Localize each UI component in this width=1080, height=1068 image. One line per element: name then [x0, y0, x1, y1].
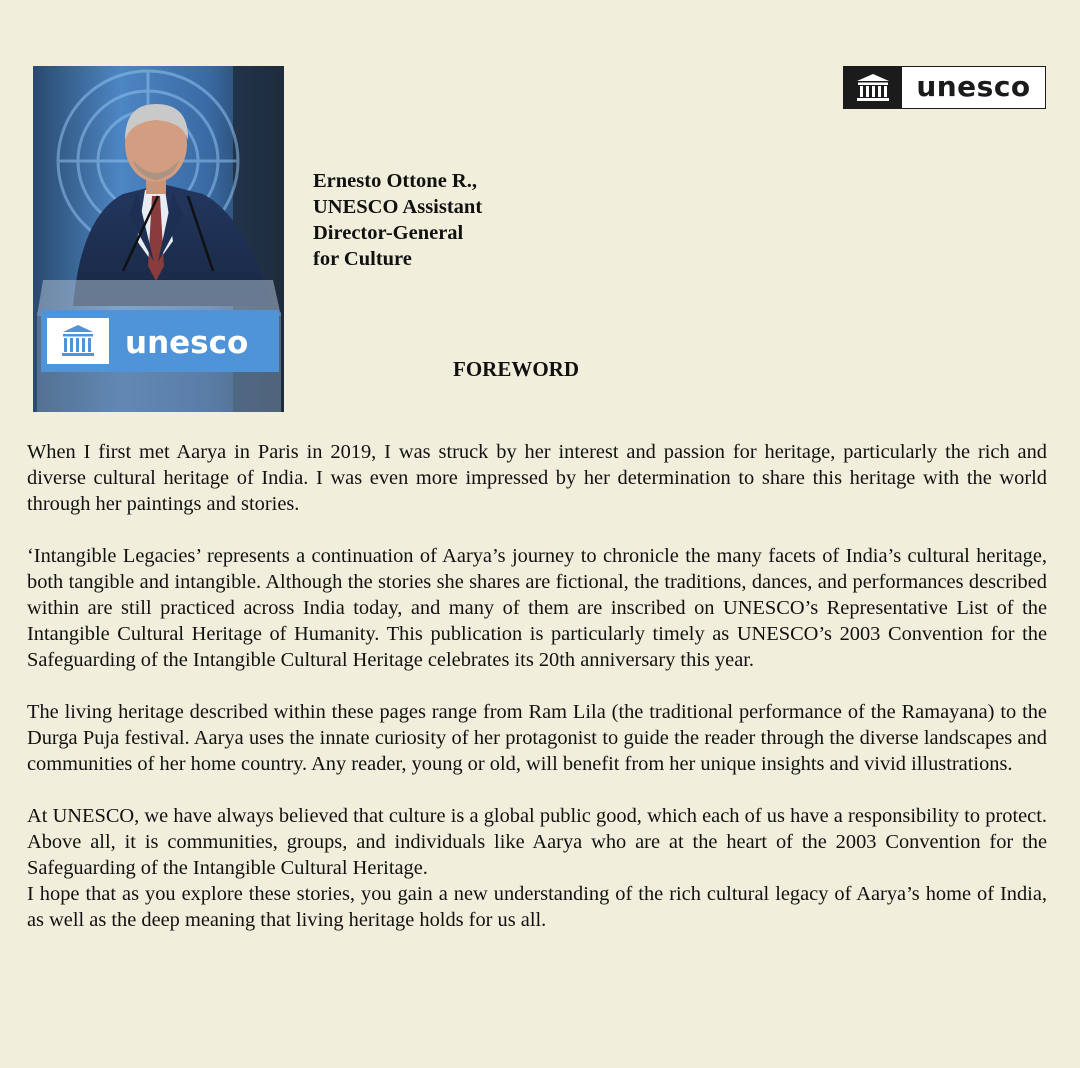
paragraph: At UNESCO, we have always believed that culture is a global public good, which each of us have a responsibility to protect. Above all, it is communities, groups, and individuals like Aarya who are at the heart of the 2003 Convention for the Safeguarding of the Intangible Cultural Heritage.: [27, 805, 1047, 879]
paragraph: When I first met Aarya in Paris in 2019, I was struck by her interest and passion for heritage, particularly the rich and diverse cultural heritage of India. I was even more impressed by her determination to share this heritage with the world through her paintings and stories.: [27, 441, 1047, 515]
author-name: Ernesto Ottone R.,: [313, 170, 477, 192]
unesco-temple-icon: [844, 67, 902, 108]
paragraph: I hope that as you explore these stories, you gain a new understanding of the rich cultural legacy of Aarya’s home of India, as well as the deep meaning that living heritage holds for us all.: [27, 883, 1047, 931]
author-title-line: for Culture: [313, 248, 412, 270]
author-title-line: Director-General: [313, 222, 464, 244]
paragraph: The living heritage described within these pages range from Ram Lila (the traditional performance of the Ramayana) to the Durga Puja festival. Aarya uses the innate curiosity of her protagonist to guide the reader through the diverse landscapes and communities of her home country. Any reader, young or old, will benefit from her unique insights and vivid illustrations.: [27, 701, 1047, 775]
foreword-body: [27, 439, 1047, 933]
paragraph: ‘Intangible Legacies’ represents a continuation of Aarya’s journey to chronicle the many facets of India’s cultural heritage, both tangible and intangible. Although the stories she shares are fictional, the traditions, dances, and performances described within are still practiced across India today, and many of them are inscribed on UNESCO’s Representative List of the Intangible Cultural Heritage of Humanity. This publication is particularly timely as UNESCO’s 2003 Convention for the Safeguarding of the Intangible Cultural Heritage celebrates its 20th anniversary this year.: [27, 545, 1047, 671]
unesco-logo: [843, 66, 1046, 109]
author-block: [313, 168, 482, 272]
author-title-line: UNESCO Assistant: [313, 196, 483, 218]
page-title: FOREWORD: [453, 357, 579, 381]
unesco-logo-text: unesco: [916, 69, 1031, 103]
speaker-photo: [33, 66, 284, 412]
podium-logo-text: unesco: [125, 325, 249, 361]
